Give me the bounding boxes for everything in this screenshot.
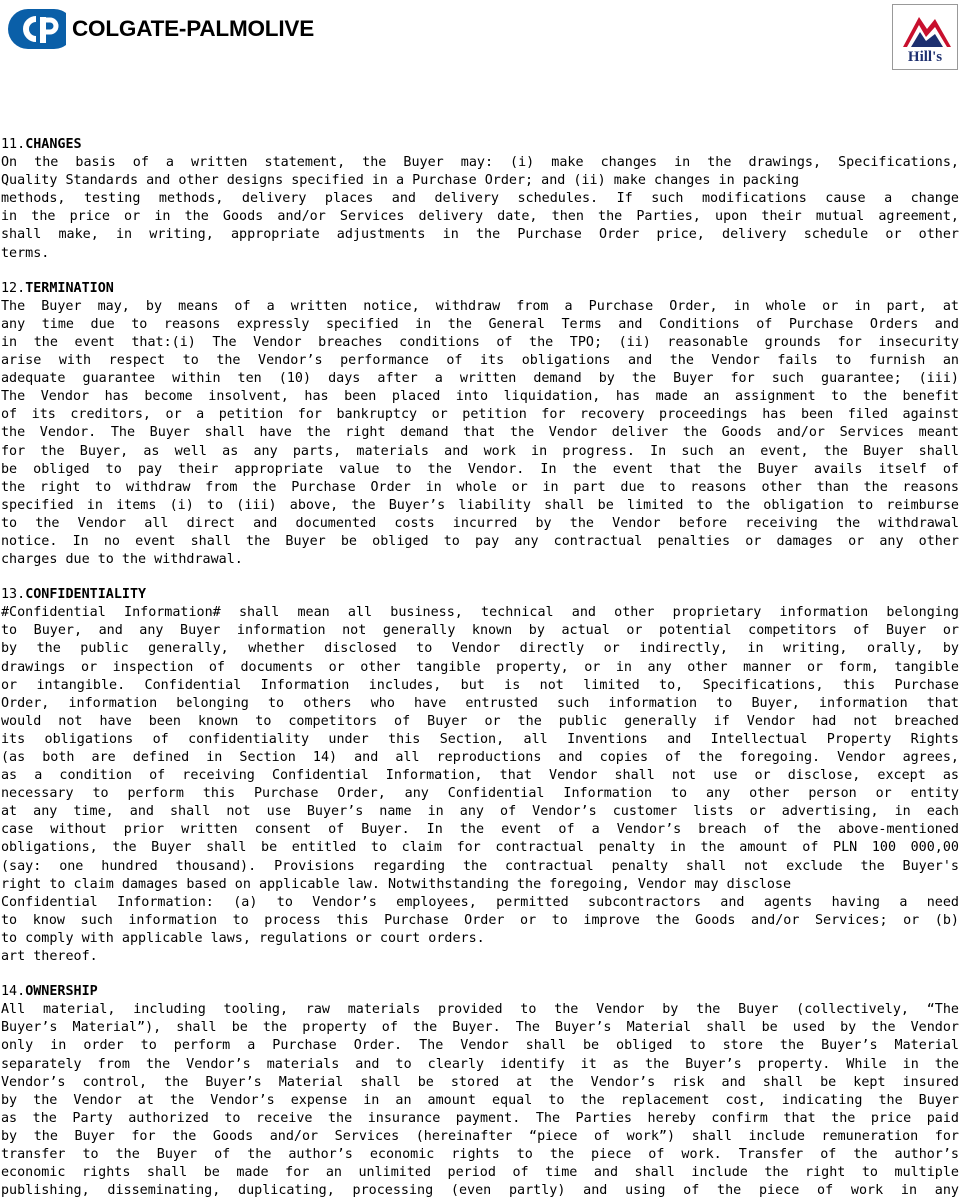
- paragraph-line: Vendor’s control, the Buyer’s Material shall be stored at the Vendor’s risk and shall be kept insured: [1, 1074, 959, 1090]
- paragraph-line: All material, including tooling, raw materials provided to the Vendor by the Buyer (collectively, “The: [1, 1002, 959, 1018]
- section-title: TERMINATION: [25, 280, 114, 296]
- paragraph-line: methods, testing methods, delivery places and delivery schedules. If such modifications cause a change: [1, 191, 959, 207]
- paragraph-line: at any time, and shall not use Buyer’s name in any of Vendor’s customer lists or advertising, in each: [1, 804, 959, 820]
- section-number: 13.: [1, 587, 26, 603]
- hills-logo: [892, 4, 958, 70]
- hills-mountain-icon: [893, 7, 959, 53]
- paragraph-line: the Vendor. The Buyer shall have the right demand that the Vendor deliver the Goods and/or Services meant: [1, 425, 959, 441]
- paragraph-line: arise with respect to the Vendor’s performance of its obligations and the Vendor fails to furnish an: [1, 353, 959, 369]
- paragraph-line: On the basis of a written statement, the Buyer may: (i) make changes in the drawings, Specifications,: [1, 155, 959, 171]
- section-termination: [1, 280, 959, 570]
- section-number: 12.: [1, 280, 26, 296]
- section-title: OWNERSHIP: [25, 984, 98, 1000]
- paragraph-line: (say: one hundred thousand). Provisions regarding the contractual penalty shall not exclude the Buyer's: [1, 858, 959, 874]
- section-heading: [1, 136, 959, 154]
- paragraph-line: for the Buyer, as well as any parts, materials and work in progress. In such an event, the Buyer shall: [1, 443, 959, 459]
- section-title: CONFIDENTIALITY: [25, 587, 147, 603]
- paragraph-line: its obligations of confidentiality under this Section, all Inventions and Intellectual Property Rights: [1, 731, 959, 747]
- section-number: 11.: [1, 137, 26, 152]
- paragraph-line: drawings or inspection of documents or other tangible property, or in any other manner or form, tangible: [1, 659, 959, 675]
- paragraph-line: adequate guarantee within ten (10) days after a written demand by the Buyer for such guarantee; (iii): [1, 371, 959, 387]
- paragraph-line: (as both are defined in Section 14) and all reproductions and copies of the foregoing. Vendor agrees,: [1, 750, 959, 765]
- paragraph-line: to know such information to process this Purchase Order or to improve the Goods and/or Services; or (b): [1, 912, 959, 928]
- section-heading: [1, 586, 959, 604]
- paragraph-line: terms.: [1, 245, 50, 261]
- colgate-palmolive-wordmark: COLGATE-PALMOLIVE: [72, 15, 315, 41]
- colgate-palmolive-logo: [6, 6, 314, 52]
- paragraph-line: to comply with applicable laws, regulations or court orders.: [1, 930, 485, 946]
- paragraph-line: of its creditors, or a petition for bankruptcy or petition for recovery proceedings has been filed against: [1, 407, 959, 423]
- paragraph-line: Order, information belonging to others who have entrusted such information to Buyer, information that: [1, 695, 959, 711]
- paragraph-line: right to claim damages based on applicable law. Notwithstanding the foregoing, Vendor may disclose: [1, 876, 792, 892]
- paragraph-line: in the event that:(i) The Vendor breaches conditions of the TPO; (ii) reasonable grounds for insecurity: [1, 334, 959, 350]
- paragraph-line: would not have been known to competitors of Buyer or the public generally if Vendor had not breached: [1, 713, 959, 729]
- paragraph-line: as the Party authorized to receive the insurance payment. The Parties hereby confirm that the price paid: [1, 1110, 959, 1126]
- paragraph-line: notice. In no event shall the Buyer be obliged to pay any contractual penalties or damages or any other: [1, 533, 959, 549]
- section-ownership: [1, 983, 959, 1200]
- paragraph-line: to the Vendor all direct and documented costs incurred by the Vendor before receiving the withdrawal: [1, 515, 959, 531]
- section-heading: [1, 280, 959, 298]
- paragraph-line: Confidential Information: (a) to Vendor’s employees, permitted subcontractors and agents having a need: [1, 894, 959, 910]
- paragraph-line: case without prior written consent of Buyer. In the event of a Vendor’s breach of the above-mentioned: [1, 822, 959, 838]
- paragraph-line: by the Buyer for the Goods and/or Services (hereinafter “piece of work”) shall include remuneration for: [1, 1128, 959, 1144]
- section-changes: [1, 136, 959, 263]
- paragraph-line: necessary to perform this Purchase Order, any Confidential Information to any other person or entity: [1, 786, 959, 802]
- paragraph-line: separately from the Vendor’s materials and to clearly identify it as the Buyer’s property. While in the: [1, 1056, 959, 1072]
- paragraph-line: shall make, in writing, appropriate adjustments in the Purchase Order price, delivery schedule or other: [1, 227, 959, 243]
- section-number: 14.: [1, 984, 26, 1000]
- paragraph-line: to Buyer, and any Buyer information not generally known by actual or potential competitors of Buyer or: [1, 623, 959, 639]
- paragraph-line: The Vendor has become insolvent, has been placed into liquidation, has made an assignment to the benefit: [1, 389, 959, 405]
- hills-wordmark: Hill's: [907, 49, 943, 65]
- document-body: [1, 136, 959, 1203]
- paragraph-line: art thereof.: [1, 949, 98, 965]
- paragraph-line: #Confidential Information# shall mean all business, technical and other proprietary information belonging: [1, 605, 959, 621]
- paragraph-line: by the Vendor at the Vendor’s expense in an amount equal to the replacement cost, indicating the Buyer: [1, 1092, 959, 1108]
- paragraph-line: economic rights shall be made for an unlimited period of time and shall include the right to multiple: [1, 1165, 959, 1181]
- section-heading: [1, 983, 959, 1001]
- paragraph-line: charges due to the withdrawal.: [1, 552, 243, 568]
- paragraph-line: in the price or in the Goods and/or Services delivery date, then the Parties, upon their mutual agreement,: [1, 209, 959, 225]
- paragraph-line: be obliged to pay their appropriate value to the Vendor. In the event that the Buyer avails itself of: [1, 461, 959, 477]
- paragraph-line: publishing, disseminating, duplicating, processing (even partly) and using of the piece of work in any: [1, 1183, 959, 1199]
- paragraph-line: or intangible. Confidential Information includes, but is not limited to, Specifications, this Purchase: [1, 677, 959, 693]
- colgate-palmolive-emblem-icon: [6, 7, 66, 51]
- section-title: CHANGES: [25, 137, 82, 152]
- paragraph-line: The Buyer may, by means of a written notice, withdraw from a Purchase Order, in whole or in part, at: [1, 298, 959, 314]
- paragraph-line: only in order to perform a Purchase Order. The Vendor shall be obliged to store the Buyer’s Material: [1, 1038, 959, 1054]
- paragraph-line: as a condition of receiving Confidential Information, that Vendor shall not use or disclose, except as: [1, 768, 959, 784]
- paragraph-line: transfer to the Buyer of the author’s economic rights to the piece of work. Transfer of the author’s: [1, 1146, 959, 1162]
- paragraph-line: any time due to reasons expressly specified in the General Terms and Conditions of Purchase Orders and: [1, 316, 959, 332]
- paragraph-line: Buyer’s Material”), shall be the property of the Buyer. The Buyer’s Material shall be used by the Vendor: [1, 1020, 959, 1036]
- paragraph-line: obligations, the Buyer shall be entitled to claim for contractual penalty in the amount of PLN 100 000,00: [1, 840, 959, 856]
- section-confidentiality: [1, 586, 959, 966]
- paragraph-line: by the public generally, whether disclosed to Vendor directly or indirectly, in writing, orally, by: [1, 641, 959, 657]
- paragraph-line: Quality Standards and other designs specified in a Purchase Order; and (ii) make changes in packing: [1, 173, 800, 189]
- paragraph-line: the right to withdraw from the Purchase Order in whole or in part due to reasons other than the reasons: [1, 479, 959, 495]
- paragraph-line: specified in items (i) to (iii) above, the Buyer’s liability shall be limited to the obligation to reimburse: [1, 497, 959, 513]
